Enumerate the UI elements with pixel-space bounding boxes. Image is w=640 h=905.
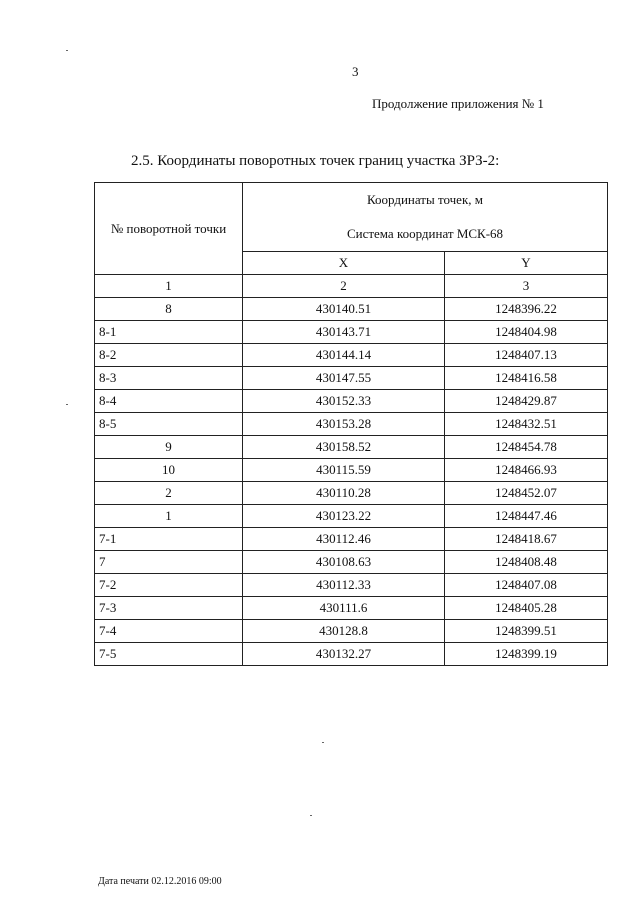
y-cell: 1248432.51 bbox=[445, 413, 608, 436]
y-cell: 1248408.48 bbox=[445, 551, 608, 574]
x-cell: 430108.63 bbox=[243, 551, 445, 574]
print-date: Дата печати 02.12.2016 09:00 bbox=[98, 876, 222, 887]
x-cell: 430140.51 bbox=[243, 298, 445, 321]
appendix-label: Продолжение приложения № 1 bbox=[372, 96, 544, 111]
table-row bbox=[95, 298, 608, 321]
x-cell: 430152.33 bbox=[243, 390, 445, 413]
scan-speck bbox=[310, 815, 312, 816]
column-number-2: 2 bbox=[243, 275, 445, 298]
header-point-number: № поворотной точки bbox=[95, 183, 243, 275]
table-row bbox=[95, 574, 608, 597]
header-coordinate-system: Система координат МСК-68 bbox=[346, 226, 504, 241]
table-row bbox=[95, 367, 608, 390]
header-coordinates bbox=[243, 183, 608, 252]
table-row bbox=[95, 321, 608, 344]
y-cell: 1248396.22 bbox=[445, 298, 608, 321]
x-cell: 430128.8 bbox=[243, 620, 445, 643]
y-cell: 1248405.28 bbox=[445, 597, 608, 620]
x-cell: 430158.52 bbox=[243, 436, 445, 459]
scan-speck bbox=[322, 742, 324, 743]
column-number-1: 1 bbox=[95, 275, 243, 298]
y-cell: 1248407.13 bbox=[445, 344, 608, 367]
table-row bbox=[95, 505, 608, 528]
table-row bbox=[95, 597, 608, 620]
scan-speck bbox=[66, 404, 68, 405]
y-cell: 1248418.67 bbox=[445, 528, 608, 551]
header-x: X bbox=[243, 252, 445, 275]
x-cell: 430153.28 bbox=[243, 413, 445, 436]
table-row bbox=[95, 413, 608, 436]
x-cell: 430112.46 bbox=[243, 528, 445, 551]
table-row bbox=[95, 528, 608, 551]
y-cell: 1248429.87 bbox=[445, 390, 608, 413]
y-cell: 1248454.78 bbox=[445, 436, 608, 459]
point-cell: 8-3 bbox=[95, 367, 243, 390]
header-y: Y bbox=[445, 252, 608, 275]
point-cell: 8-1 bbox=[95, 321, 243, 344]
y-cell: 1248452.07 bbox=[445, 482, 608, 505]
y-cell: 1248447.46 bbox=[445, 505, 608, 528]
point-cell: 9 bbox=[95, 436, 243, 459]
table-row bbox=[95, 390, 608, 413]
table-row bbox=[95, 344, 608, 367]
x-cell: 430110.28 bbox=[243, 482, 445, 505]
point-cell: 7-2 bbox=[95, 574, 243, 597]
table-row bbox=[95, 551, 608, 574]
point-cell: 7-5 bbox=[95, 643, 243, 666]
section-title: 2.5. Координаты поворотных точек границ участка ЗРЗ-2: bbox=[131, 153, 500, 169]
point-cell: 7-1 bbox=[95, 528, 243, 551]
point-cell: 2 bbox=[95, 482, 243, 505]
table-row bbox=[95, 620, 608, 643]
point-cell: 7-3 bbox=[95, 597, 243, 620]
y-cell: 1248404.98 bbox=[445, 321, 608, 344]
point-cell: 8-2 bbox=[95, 344, 243, 367]
x-cell: 430112.33 bbox=[243, 574, 445, 597]
page-number: 3 bbox=[352, 64, 359, 79]
y-cell: 1248399.19 bbox=[445, 643, 608, 666]
point-cell: 8-4 bbox=[95, 390, 243, 413]
point-cell: 7-4 bbox=[95, 620, 243, 643]
point-cell: 8-5 bbox=[95, 413, 243, 436]
point-cell: 1 bbox=[95, 505, 243, 528]
table-row bbox=[95, 482, 608, 505]
coordinates-table bbox=[94, 182, 608, 666]
y-cell: 1248466.93 bbox=[445, 459, 608, 482]
x-cell: 430143.71 bbox=[243, 321, 445, 344]
point-cell: 10 bbox=[95, 459, 243, 482]
x-cell: 430132.27 bbox=[243, 643, 445, 666]
table-row bbox=[95, 643, 608, 666]
column-number-row bbox=[95, 275, 608, 298]
scan-speck bbox=[66, 50, 68, 51]
x-cell: 430144.14 bbox=[243, 344, 445, 367]
x-cell: 430111.6 bbox=[243, 597, 445, 620]
x-cell: 430147.55 bbox=[243, 367, 445, 390]
table-row bbox=[95, 459, 608, 482]
y-cell: 1248399.51 bbox=[445, 620, 608, 643]
column-number-3: 3 bbox=[445, 275, 608, 298]
y-cell: 1248416.58 bbox=[445, 367, 608, 390]
point-cell: 7 bbox=[95, 551, 243, 574]
x-cell: 430123.22 bbox=[243, 505, 445, 528]
x-cell: 430115.59 bbox=[243, 459, 445, 482]
header-coordinates-title: Координаты точек, м bbox=[366, 192, 483, 207]
point-cell: 8 bbox=[95, 298, 243, 321]
table-row bbox=[95, 436, 608, 459]
y-cell: 1248407.08 bbox=[445, 574, 608, 597]
